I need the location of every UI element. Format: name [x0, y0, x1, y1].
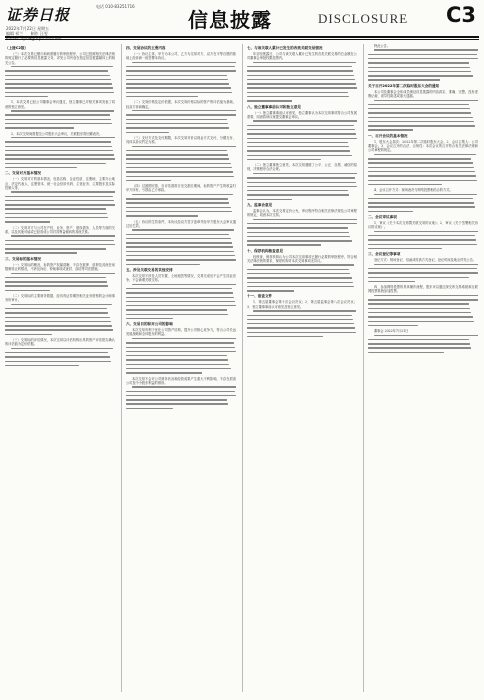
text-line: [5, 141, 111, 142]
text-line: [247, 133, 356, 134]
text-line: [368, 206, 475, 207]
article-paragraph: 经核查，保荐机构认为公司本次交易事项已履行必要的审批程序，符合相关法律法规的要求，保荐机构对本次交易事项无异议。: [247, 254, 357, 263]
text-line: [11, 273, 115, 274]
article-paragraph: 本次交易不会对公司财务状况和经营成果产生重大不利影响，不存在损害公司及中小股东利益的情形。: [126, 376, 236, 385]
column-divider: [242, 44, 243, 692]
text-line: [5, 217, 108, 218]
column-divider: [121, 44, 122, 692]
article-paragraph: （一）协议主体，甲方为本公司，乙方为交易对方，双方在平等自愿的基础上经协商一致签署本协议。: [126, 52, 236, 61]
article-paragraph: 四、参加网络投票的具体操作流程，股东可以通过深交所交易系统和互联网投票系统参加投票。: [368, 285, 478, 294]
text-line: [126, 408, 173, 409]
text-line: [126, 399, 227, 400]
text-line: [247, 159, 321, 160]
text-line: [132, 110, 236, 111]
text-line: [5, 290, 50, 291]
article-paragraph: （三）支付方式及支付期限，本次交易对价以现金方式支付，分期支付，具体以协议约定为准。: [126, 135, 236, 145]
article-paragraph: （一）独立董事事前认可意见，独立董事认为本次交易事项符合公司发展需要，同意将该议案提交董事会审议。: [247, 110, 357, 119]
text-line: [11, 235, 115, 236]
issue-date: 2022年7月22日 星期五: [6, 26, 50, 31]
text-line: [368, 129, 413, 130]
text-line: [5, 70, 108, 71]
text-line: [5, 244, 115, 245]
text-line: [5, 285, 108, 286]
text-line: [5, 79, 111, 80]
masthead-rule: [5, 36, 479, 38]
text-line: [247, 100, 292, 101]
text-line: [11, 66, 113, 67]
text-line: [247, 87, 357, 88]
text-line: [5, 240, 114, 241]
text-line: [126, 255, 235, 256]
text-line: [368, 117, 473, 118]
text-line: [126, 391, 235, 392]
text-line: [247, 319, 353, 320]
text-line: [368, 167, 474, 168]
text-line: [5, 317, 110, 318]
text-line: [132, 146, 236, 147]
text-line: [247, 66, 352, 67]
text-line: [11, 304, 112, 305]
text-line: [247, 190, 348, 191]
text-line: [126, 234, 229, 235]
text-line: [247, 240, 352, 241]
text-line: [368, 62, 469, 63]
text-line: [247, 199, 292, 200]
text-line: [126, 259, 236, 260]
text-line: [5, 196, 113, 197]
text-line: [368, 104, 469, 105]
text-line: [126, 92, 232, 93]
section-heading: 二、会议审议事项: [368, 214, 397, 219]
newspaper-logo: 证券日报: [6, 6, 71, 24]
text-line: [247, 70, 353, 71]
text-line: [368, 121, 474, 122]
text-line: [126, 176, 234, 177]
text-line: [5, 158, 115, 159]
section-heading: 二、交易对方基本情况: [5, 171, 41, 176]
text-line: [5, 308, 107, 309]
text-line: [247, 327, 355, 328]
text-line: [5, 204, 115, 205]
text-line: [5, 119, 111, 120]
section-subtitle: DISCLOSURE: [318, 11, 409, 26]
text-line: [247, 236, 350, 237]
text-line: [247, 79, 355, 80]
text-line: [5, 361, 111, 362]
text-line: [126, 351, 236, 352]
text-line: [126, 119, 227, 120]
text-line: [253, 173, 357, 174]
section-heading: 十一、备查文件: [247, 294, 273, 299]
text-line: [368, 58, 478, 59]
text-line: [368, 202, 474, 203]
text-line: [126, 288, 232, 289]
text-line: [132, 194, 233, 195]
text-line: [126, 342, 234, 343]
text-line: [5, 87, 113, 88]
text-line: [5, 312, 108, 313]
text-line: [126, 372, 202, 373]
text-line: [126, 211, 232, 212]
text-line: [126, 238, 231, 239]
text-line: [5, 325, 112, 326]
text-line: [5, 163, 106, 164]
text-line: [247, 332, 356, 333]
page-code: C3: [445, 3, 476, 27]
column-1: [5, 44, 115, 692]
text-line: [368, 71, 471, 72]
text-line: [126, 150, 227, 151]
text-line: [126, 114, 236, 115]
text-line: [126, 167, 232, 168]
text-line: [368, 272, 478, 273]
text-line: [5, 329, 113, 330]
text-line: [126, 96, 198, 97]
text-line: [368, 171, 475, 172]
text-line: [368, 248, 442, 249]
text-line: [132, 284, 236, 285]
text-line: [126, 207, 231, 208]
section-heading: 五、涉及关联交易的其他安排: [126, 267, 173, 272]
text-line: [374, 194, 477, 195]
article-paragraph: 本公司及董事会全体成员保证信息披露的内容真实、准确、完整，没有虚假记载、误导性陈述或重大遗漏。: [368, 89, 478, 99]
masthead: [0, 0, 484, 40]
text-line: [11, 191, 115, 192]
article-paragraph: （二）独立董事独立意见，本次交易遵循了公平、公正、自愿、诚信的原则，决策程序合法合规。: [247, 163, 357, 172]
text-line: [368, 239, 476, 240]
text-line: [368, 198, 473, 199]
column-divider: [363, 44, 364, 692]
text-line: [247, 142, 348, 143]
text-line: [368, 343, 470, 344]
text-line: [253, 219, 357, 220]
text-line: [247, 92, 348, 93]
section-heading: 八、独立董事事前认可和独立意见: [247, 104, 301, 109]
text-line: [247, 227, 348, 228]
text-line: [368, 108, 470, 109]
text-line: [253, 264, 354, 265]
text-line: [253, 62, 356, 63]
text-line: [368, 211, 413, 212]
text-line: [126, 251, 234, 252]
text-line: [5, 167, 77, 168]
text-line: [247, 282, 353, 283]
text-line: [126, 264, 200, 265]
text-line: [247, 138, 357, 139]
text-line: [247, 277, 352, 278]
text-line: [368, 67, 470, 68]
text-line: [247, 155, 352, 156]
text-line: [132, 229, 234, 230]
text-line: [126, 70, 236, 71]
text-line: [368, 352, 444, 353]
text-line: [126, 87, 231, 88]
text-line: [5, 114, 110, 115]
text-line: [368, 268, 477, 269]
article-paragraph: 2、本次交易尚需提交公司股东大会审议，关联股东将回避表决。: [11, 131, 103, 136]
text-line: [247, 146, 349, 147]
text-line: [247, 75, 354, 76]
text-line: [368, 184, 442, 185]
column-2: [126, 44, 236, 692]
text-line: [126, 403, 228, 404]
text-line: [368, 277, 469, 278]
text-line: [126, 292, 233, 293]
text-line: [126, 364, 229, 365]
article-paragraph: （二）交易对方与公司在产权、业务、资产、债权债务、人员等方面的关系，以及其他可能或已经造成公司对其利益倾斜的其他关系。: [5, 225, 115, 234]
text-line: [368, 79, 440, 80]
section-heading: 三、会议登记等事项: [368, 252, 401, 257]
text-line: [368, 316, 473, 317]
text-line: [247, 323, 354, 324]
section-heading: 一、召开会议的基本情况: [368, 133, 408, 138]
email: E-mail:zqrb9@zqrb.sina.net: [6, 36, 62, 41]
editor: 编辑 祁兰: [6, 31, 24, 36]
text-line: [253, 310, 356, 311]
text-line: [247, 290, 294, 291]
text-line: [5, 200, 114, 201]
text-line: [126, 215, 198, 216]
section-heading: 关于召开2022年第二次临时股东大会的通知: [368, 83, 440, 88]
text-line: [126, 301, 235, 302]
article-paragraph: （三）本次交易已履行和尚需履行的审批程序，公司已按照相关法律法规的规定履行了必要的信息披露义务，详见公司刊登在指定信息披露媒体上的相关公告。: [5, 52, 115, 65]
text-line: [247, 177, 355, 178]
text-line: [5, 75, 110, 76]
article-paragraph: 1、本次交易已经公司董事会审议通过，独立董事已对相关事项发表了同意的独立意见。: [5, 100, 115, 109]
article-columns: [5, 44, 479, 692]
text-line: [247, 232, 349, 233]
text-line: [126, 158, 229, 159]
text-line: [126, 242, 232, 243]
text-line: [132, 62, 236, 63]
text-line: [247, 336, 323, 337]
text-line: [247, 182, 356, 183]
text-line: [247, 129, 355, 130]
text-line: [368, 312, 471, 313]
text-line: [374, 335, 478, 336]
text-line: [126, 198, 228, 199]
text-line: [126, 246, 233, 247]
article-paragraph: 1、审议《关于本次交易暨关联交易的议案》；2、审议《关于签署相关协议的议案》。: [368, 220, 478, 230]
text-line: [368, 180, 477, 181]
article-paragraph: 4、会议召开方式：现场表决与网络投票相结合的方式。: [374, 188, 453, 193]
text-line: [126, 347, 235, 348]
text-line: [126, 171, 233, 172]
text-line: [247, 96, 349, 97]
text-line: [247, 273, 350, 274]
text-line: [126, 355, 227, 356]
column-3: [247, 44, 357, 692]
text-line: [368, 54, 477, 55]
article-paragraph: （四）过渡期安排，自评估基准日至交割日期间，标的资产产生的收益归甲方所有，亏损由乙方承担。: [126, 184, 236, 193]
text-line: [247, 83, 356, 84]
text-line: [368, 244, 477, 245]
text-line: [247, 125, 354, 126]
article-paragraph: 董事会 2022年7月21日: [374, 329, 409, 334]
text-line: [5, 96, 48, 97]
text-line: [5, 365, 79, 366]
text-line: [5, 334, 52, 335]
text-line: [126, 123, 228, 124]
text-line: [126, 79, 228, 80]
text-line: [126, 163, 231, 164]
text-line: [247, 286, 354, 287]
article-paragraph: （二）交易价格及定价依据，本次交易价格以标的资产的评估值为基础，经双方协商确定。: [126, 100, 236, 109]
article-paragraph: （一）交易对方的基本情况，包括名称、企业性质、注册地、主要办公地点、法定代表人、注册资本、统一社会信用代码、主营业务、主要股东及实际控制人等。: [5, 177, 115, 190]
article-paragraph: （一）交易标的概况，标的资产权属清晰，不存在抵押、质押及其他任何限制转让的情况，不涉及诉讼、仲裁事项或查封、冻结等司法措施。: [5, 262, 115, 272]
text-line: [368, 75, 473, 76]
article-paragraph: 特此公告。: [374, 44, 390, 48]
masthead-rule-thin: [5, 39, 479, 40]
text-line: [126, 132, 169, 133]
text-line: [247, 315, 352, 316]
article-paragraph: 监事会认为，本次交易定价公允，审议程序符合相关法律法规及公司章程的规定，同意本次交易。: [247, 208, 357, 218]
text-line: [374, 100, 478, 101]
text-line: [5, 221, 50, 222]
text-line: [368, 158, 471, 159]
text-line: [374, 154, 476, 155]
text-line: [368, 235, 475, 236]
text-line: [126, 127, 229, 128]
text-line: [126, 395, 236, 396]
text-line: [5, 248, 106, 249]
article-paragraph: 本次交易有利于优化公司资产结构，提升公司核心竞争力，符合公司长远发展战略和全体股东的利益。: [126, 328, 236, 337]
text-line: [5, 281, 107, 282]
text-line: [253, 120, 357, 121]
text-line: [374, 231, 478, 232]
section-heading: （上接C2版）: [5, 46, 29, 50]
text-line: [368, 175, 476, 176]
text-line: [126, 202, 229, 203]
text-line: [126, 297, 234, 298]
text-line: [126, 66, 235, 67]
text-line: [132, 386, 236, 387]
producer: 制作 汪雯: [30, 31, 48, 36]
text-line: [247, 186, 357, 187]
text-line: [5, 150, 113, 151]
text-line: [247, 223, 357, 224]
text-line: [368, 303, 469, 304]
text-line: [374, 295, 478, 296]
section-heading: 九、监事会意见: [247, 202, 273, 207]
text-line: [5, 277, 106, 278]
text-line: [126, 154, 228, 155]
text-line: [5, 356, 110, 357]
text-line: [247, 150, 350, 151]
section-title: 信息披露: [188, 8, 272, 32]
text-line: [126, 83, 229, 84]
text-line: [368, 112, 471, 113]
text-line: [368, 308, 470, 309]
section-heading: 七、与该关联人累计已发生的各类关联交易情况: [247, 46, 323, 50]
text-line: [247, 269, 349, 270]
text-line: [126, 359, 228, 360]
text-line: [5, 352, 108, 353]
text-line: [126, 314, 228, 315]
section-heading: 十、保荐机构核查意见: [247, 248, 283, 253]
article-paragraph: （五）协议的生效条件，本协议经双方签字盖章并经甲方股东大会审议通过后生效。: [126, 219, 236, 228]
section-heading: 四、交易协议的主要内容: [126, 46, 166, 50]
hotline: 电话 010-83251716: [96, 4, 135, 9]
text-line: [11, 110, 114, 111]
text-line: [5, 92, 114, 93]
article-paragraph: （三）交易标的评估情况，本次交易以评估机构出具的资产评估报告确认的评估值为定价依据。: [5, 337, 115, 347]
article-paragraph: 1、股东大会届次：2022年第二次临时股东大会。2、会议召集人：公司董事会。3、会议召开的合法、合规性：本次会议的召开符合有关法律法规和公司章程的规定。: [368, 139, 478, 153]
text-line: [126, 305, 236, 306]
text-line: [5, 208, 106, 209]
article-paragraph: 年初至披露日，公司与该关联人累计已发生的各类关联交易的总金额在公司董事会审批权限范围内。: [247, 52, 357, 61]
text-line: [126, 318, 173, 319]
text-line: [5, 213, 107, 214]
text-line: [368, 162, 473, 163]
text-line: [5, 252, 77, 253]
text-line: [5, 127, 74, 128]
text-line: [5, 83, 112, 84]
text-line: [368, 347, 471, 348]
text-line: [11, 348, 113, 349]
section-heading: 三、交易标的基本情况: [5, 256, 41, 261]
text-line: [247, 244, 321, 245]
article-paragraph: 登记方式：现场登记、信函或传真方式登记，登记时间及地点详见公告。: [374, 258, 476, 263]
text-line: [368, 125, 475, 126]
text-line: [5, 321, 111, 322]
text-line: [126, 309, 227, 310]
text-line: [368, 321, 474, 322]
text-line: [247, 194, 349, 195]
text-line: [368, 299, 478, 300]
article-paragraph: 1、第五届董事会第十次会议决议；2、第五届监事会第八次会议决议；3、独立董事事前认可意见及独立意见。: [247, 300, 357, 309]
section-heading: 六、交易目的和对公司的影响: [126, 322, 173, 327]
text-line: [368, 325, 418, 326]
text-line: [126, 180, 171, 181]
text-line: [132, 338, 236, 339]
text-line: [11, 137, 115, 138]
text-line: [374, 264, 478, 265]
text-line: [374, 49, 478, 50]
text-line: [5, 123, 112, 124]
text-line: [368, 281, 415, 282]
text-line: [126, 75, 227, 76]
text-line: [126, 368, 231, 369]
column-4: [368, 44, 478, 692]
article-paragraph: （二）交易标的主要财务数据，经具有证券期货相关业务资格的会计师事务所审计。: [5, 293, 115, 303]
text-line: [368, 339, 469, 340]
text-line: [5, 154, 114, 155]
article-paragraph: 本次交易不涉及人员安置、土地租赁等情况，交易完成后不会产生同业竞争，不会新增关联交易。: [126, 273, 236, 283]
text-line: [5, 146, 112, 147]
